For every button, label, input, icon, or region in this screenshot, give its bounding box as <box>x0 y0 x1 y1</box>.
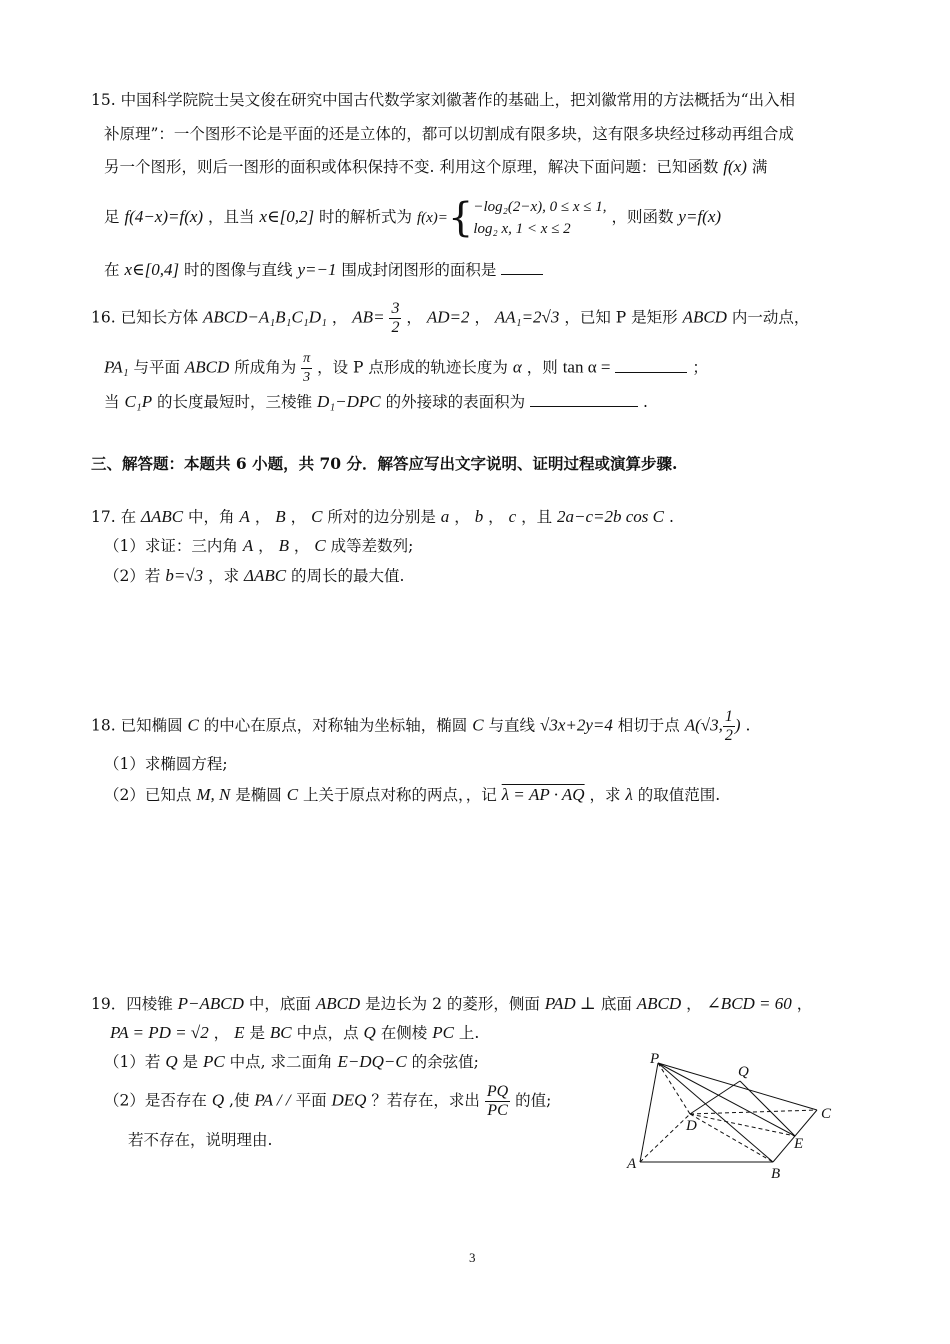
q15-line-3-text: 另一个图形，则后一图形的面积或体积保持不变. 利用这个原理，解决下面问题：已知函数 <box>104 158 719 176</box>
q16-l1a: 16. 已知长方体 <box>91 308 199 327</box>
q19-l1m1: P−ABCD <box>177 994 244 1013</box>
q19-s2d: ？若存在，求出 <box>371 1091 480 1110</box>
q19-l2d: 在侧棱 <box>380 1024 428 1042</box>
q19-frac-num: PQ <box>486 1083 509 1100</box>
q19-s1b: 是 <box>182 1053 199 1071</box>
q15-l4a: 足 <box>104 208 120 226</box>
q16-frac-pi-num: π <box>301 350 312 369</box>
q17-s2b: ，求 <box>208 567 240 585</box>
q16-line-1 <box>91 300 809 337</box>
q18-l1e: . <box>745 716 751 735</box>
q16-frac-ab-den: 2 <box>391 319 400 336</box>
q16-l1m2: AB= <box>352 307 385 327</box>
q16-l2b: 所成角为 <box>234 358 297 377</box>
q18-l1m4: A(√3, <box>684 715 723 735</box>
q16-l3m1: C₁P <box>124 392 153 411</box>
q17-s2c: 的周长的最大值. <box>291 567 405 585</box>
q17-sub-1 <box>104 534 413 556</box>
q16-l2m4: tan α = <box>562 357 611 377</box>
q16-frac-pi <box>301 350 312 387</box>
q19-s2e: 的值; <box>515 1091 552 1110</box>
q17-s2a: （2）若 <box>104 567 161 585</box>
q18-s2a: （2）已知点 <box>104 786 192 804</box>
q15-l5c: 围成封闭图形的面积是 <box>341 261 497 279</box>
q16-l1d: ， <box>474 308 490 327</box>
q15-line-3-end: 满 <box>751 158 768 176</box>
q19-s1c: 中点, 求二面角 <box>229 1053 333 1071</box>
q17-l1g: ， <box>488 508 504 526</box>
label-b: B <box>771 1166 781 1182</box>
q18-s2m1: M, N <box>196 785 231 804</box>
q15-fx: f(x) <box>723 157 747 176</box>
label-e: E <box>794 1136 804 1152</box>
q18-l1m3: √3x+2y=4 <box>539 715 613 735</box>
page-number: 3 <box>469 1250 476 1265</box>
q16-l2e: ； <box>692 358 708 377</box>
q15-l5a: 在 <box>104 261 120 279</box>
edge-db <box>690 1114 773 1162</box>
q18-frac-half <box>723 708 735 745</box>
q17-l1m5: a <box>440 507 450 526</box>
q16-frac-pi-den: 3 <box>303 370 311 385</box>
q15-case-1: −log₂(2−x), 0 ≤ x ≤ 1, <box>473 199 607 215</box>
q17-sub-2 <box>104 564 404 586</box>
q17-l1m4: C <box>311 507 323 526</box>
q15-l4m4: y=f(x) <box>678 207 722 226</box>
q15-l5b: 时的图像与直线 <box>184 261 293 279</box>
q17-s1m3: C <box>314 536 326 555</box>
q16-l1f: 内一动点， <box>731 308 810 327</box>
q16-l2m1: PA₁ <box>104 357 129 377</box>
q16-l2m2: ABCD <box>184 357 230 377</box>
q19-frac-den: PC <box>487 1102 508 1119</box>
q19-l1m4: ABCD <box>636 994 682 1013</box>
q19-s2c: 平面 <box>295 1091 327 1110</box>
q15-line-2: 补原理”：一个图形不论是平面的还是立体的，都可以切割成有限多块，这有限多块经过移动再组合成 <box>104 125 794 143</box>
q19-l1e: ， <box>686 995 702 1013</box>
section-3-heading: 三、解答题：本题共 6 小题，共 70 分．解答应写出文字说明、证明过程或演算步骤. <box>91 454 678 473</box>
q17-l1m8: 2a−c=2b cos C <box>557 507 665 526</box>
q17-s1m1: A <box>242 536 254 555</box>
q19-sub-2 <box>104 1083 551 1120</box>
q17-l1c: ， <box>254 508 271 526</box>
q18-frac-num: 1 <box>724 708 733 725</box>
q17-l1m7: c <box>508 507 517 526</box>
q19-l1b: 中，底面 <box>248 995 311 1013</box>
q17-l1a: 17. 在 <box>91 508 137 526</box>
q18-s2e: 的取值范围. <box>637 786 721 804</box>
q18-l1b: 的中心在原点，对称轴为坐标轴，椭圆 <box>203 716 468 735</box>
q16-l1e: ，已知 P 是矩形 <box>564 308 678 327</box>
q16-l3b: 的长度最短时，三棱锥 <box>157 393 313 411</box>
q19-l1m5: ∠BCD = 60 <box>706 994 792 1013</box>
q17-line-1 <box>91 505 674 527</box>
q15-l4m2: x∈[0,2] <box>259 207 315 226</box>
q15-l4c: 时的解析式为 <box>319 208 413 226</box>
q16-l3m2: D₁−DPC <box>316 392 381 411</box>
q19-l1c: 是边长为 2 的菱形，侧面 <box>365 995 540 1013</box>
label-q: Q <box>738 1064 749 1080</box>
q16-l1m1: ABCD−A₁B₁C₁D₁ <box>203 307 327 327</box>
q15-line-4 <box>104 196 721 240</box>
q16-l2m3: α <box>512 357 522 377</box>
q16-l1m5: ABCD <box>682 307 727 327</box>
q16-l2a: 与平面 <box>133 358 180 377</box>
q18-s2d: ，求 <box>589 786 621 804</box>
q15-line-1: 15. 中国科学院院士吴文俊在研究中国古代数学家刘徽著作的基础上，把刘徽常用的方法概括为“出入相 <box>91 91 796 109</box>
q19-l1d: 底面 <box>600 995 632 1013</box>
pyramid-figure <box>620 1048 850 1188</box>
q19-l2m4: Q <box>363 1023 376 1042</box>
q19-s1m1: Q <box>165 1052 178 1071</box>
q15-l4m3: f(x)= <box>416 210 448 226</box>
q17-s2m1: b=√3 <box>165 566 204 585</box>
q16-l3a: 当 <box>104 393 120 411</box>
q17-s1c: ， <box>293 537 310 555</box>
edge-de <box>690 1114 795 1136</box>
q19-s2m2: PA / / <box>254 1090 291 1110</box>
q17-l1h: ，且 <box>521 508 553 526</box>
q17-l1m1: ΔABC <box>141 507 184 526</box>
q19-l1f: ， <box>796 995 813 1013</box>
edge-qe <box>740 1081 795 1136</box>
q19-line-2 <box>110 1021 479 1043</box>
label-a: A <box>627 1156 637 1172</box>
q18-s2m3: λ = AP · AQ <box>501 785 585 804</box>
q16-l2c: ，设 P 点形成的轨迹长度为 <box>317 358 508 377</box>
q19-s1d: 的余弦值; <box>411 1053 479 1071</box>
q18-s2b: 是椭圆 <box>235 786 282 804</box>
q19-s1m2: PC <box>202 1052 225 1071</box>
q16-l3d: . <box>642 393 648 411</box>
q19-s1a: （1）若 <box>104 1053 161 1071</box>
q16-frac-ab <box>389 300 401 337</box>
q19-l2e: 上. <box>458 1024 480 1042</box>
q19-l1m2: ABCD <box>315 994 361 1013</box>
q17-s1d: 成等差数列; <box>330 537 414 555</box>
q18-l1m1: C <box>187 715 199 735</box>
q15-l4d: ，则函数 <box>611 208 674 226</box>
q19-s2m1: Q <box>211 1090 225 1110</box>
q19-l2m5: PC <box>432 1023 454 1042</box>
q16-l1b: ， <box>331 308 348 327</box>
q15-l5m2: y=−1 <box>297 260 337 279</box>
q17-l1d: ， <box>290 508 307 526</box>
q19-line-1 <box>91 992 812 1014</box>
label-d: D <box>686 1118 697 1134</box>
q17-l1m2: A <box>239 507 250 526</box>
q19-l2b: 是 <box>249 1024 265 1042</box>
q15-l5m1: x∈[0,4] <box>124 260 180 279</box>
q18-frac-den: 2 <box>724 727 733 744</box>
q19-frac-pq-pc <box>485 1083 510 1120</box>
q15-cases <box>473 196 606 240</box>
q17-l1m6: b <box>474 507 484 526</box>
q17-l1b: 中，角 <box>188 508 235 526</box>
q16-l1c: ， <box>406 308 422 327</box>
q16-line-3 <box>104 390 648 412</box>
q16-frac-ab-num: 3 <box>391 300 400 317</box>
q16-l2d: ，则 <box>526 358 558 377</box>
q17-s1m2: B <box>278 536 289 555</box>
q15-l4m1: f(4−x)=f(x) <box>124 207 204 226</box>
q15-brace: { <box>447 195 474 241</box>
q18-sub-2 <box>104 783 720 805</box>
q16-l1m4: AA₁=2√3 <box>494 307 560 327</box>
q18-l1c: 与直线 <box>488 716 536 735</box>
q17-s1b: ， <box>258 537 274 555</box>
q18-sub-1: （1）求椭圆方程; <box>104 755 228 773</box>
q17-l1e: 所对的边分别是 <box>327 508 436 526</box>
q19-s2a: （2）是否存在 <box>104 1091 207 1110</box>
edge-pb <box>658 1063 773 1162</box>
q15-l4b: ，且当 <box>208 208 255 226</box>
q18-line-1 <box>91 708 750 745</box>
q19-s2m3: DEQ <box>331 1090 367 1110</box>
q16-l1m3: AD=2 <box>426 307 470 327</box>
q19-sub-1 <box>104 1050 479 1072</box>
q15-line-5 <box>104 258 543 280</box>
q17-l1m3: B <box>275 507 286 526</box>
q18-s2m4: λ <box>625 785 633 804</box>
q19-s1m3: E−DQ−C <box>337 1052 407 1071</box>
q18-l1m2: C <box>472 715 484 735</box>
q15-line-3 <box>104 155 767 177</box>
q19-s2b: ,使 <box>229 1091 250 1110</box>
q19-l1m3: PAD ⊥ <box>544 994 596 1013</box>
q15-answer-blank[interactable] <box>501 260 543 275</box>
label-p: P <box>650 1051 660 1067</box>
q16-answer-blank-2[interactable] <box>530 392 638 407</box>
q17-s2m2: ΔABC <box>244 566 287 585</box>
label-c: C <box>821 1106 832 1122</box>
q16-line-2 <box>104 350 708 387</box>
q19-l2c: 中点，点 <box>296 1024 359 1042</box>
q19-sub-2-line-2: 若不存在，说明理由. <box>128 1131 273 1149</box>
q18-s2m2: C <box>286 785 299 804</box>
q15-case-2: log₂ x, 1 < x ≤ 2 <box>473 221 571 237</box>
q16-l3c: 的外接球的表面积为 <box>385 393 526 411</box>
q19-l2a: ， <box>213 1024 230 1042</box>
q18-l1m5: ) <box>734 715 741 735</box>
q18-l1a: 18. 已知椭圆 <box>91 716 183 735</box>
q16-answer-blank-1[interactable] <box>615 358 687 373</box>
q18-l1d: 相切于点 <box>617 716 680 735</box>
q19-l1a: 19．四棱锥 <box>91 995 173 1013</box>
q17-s1a: （1）求证：三内角 <box>104 537 238 555</box>
edge-pe <box>658 1063 795 1136</box>
q19-l2m2: E <box>234 1023 245 1042</box>
q17-l1i: . <box>668 508 674 526</box>
q17-l1f: ， <box>454 508 470 526</box>
q19-l2m1: PA = PD = √2 <box>110 1023 209 1042</box>
q19-l2m3: BC <box>269 1023 292 1042</box>
q18-s2c: 上关于原点对称的两点，，记 <box>302 786 497 804</box>
